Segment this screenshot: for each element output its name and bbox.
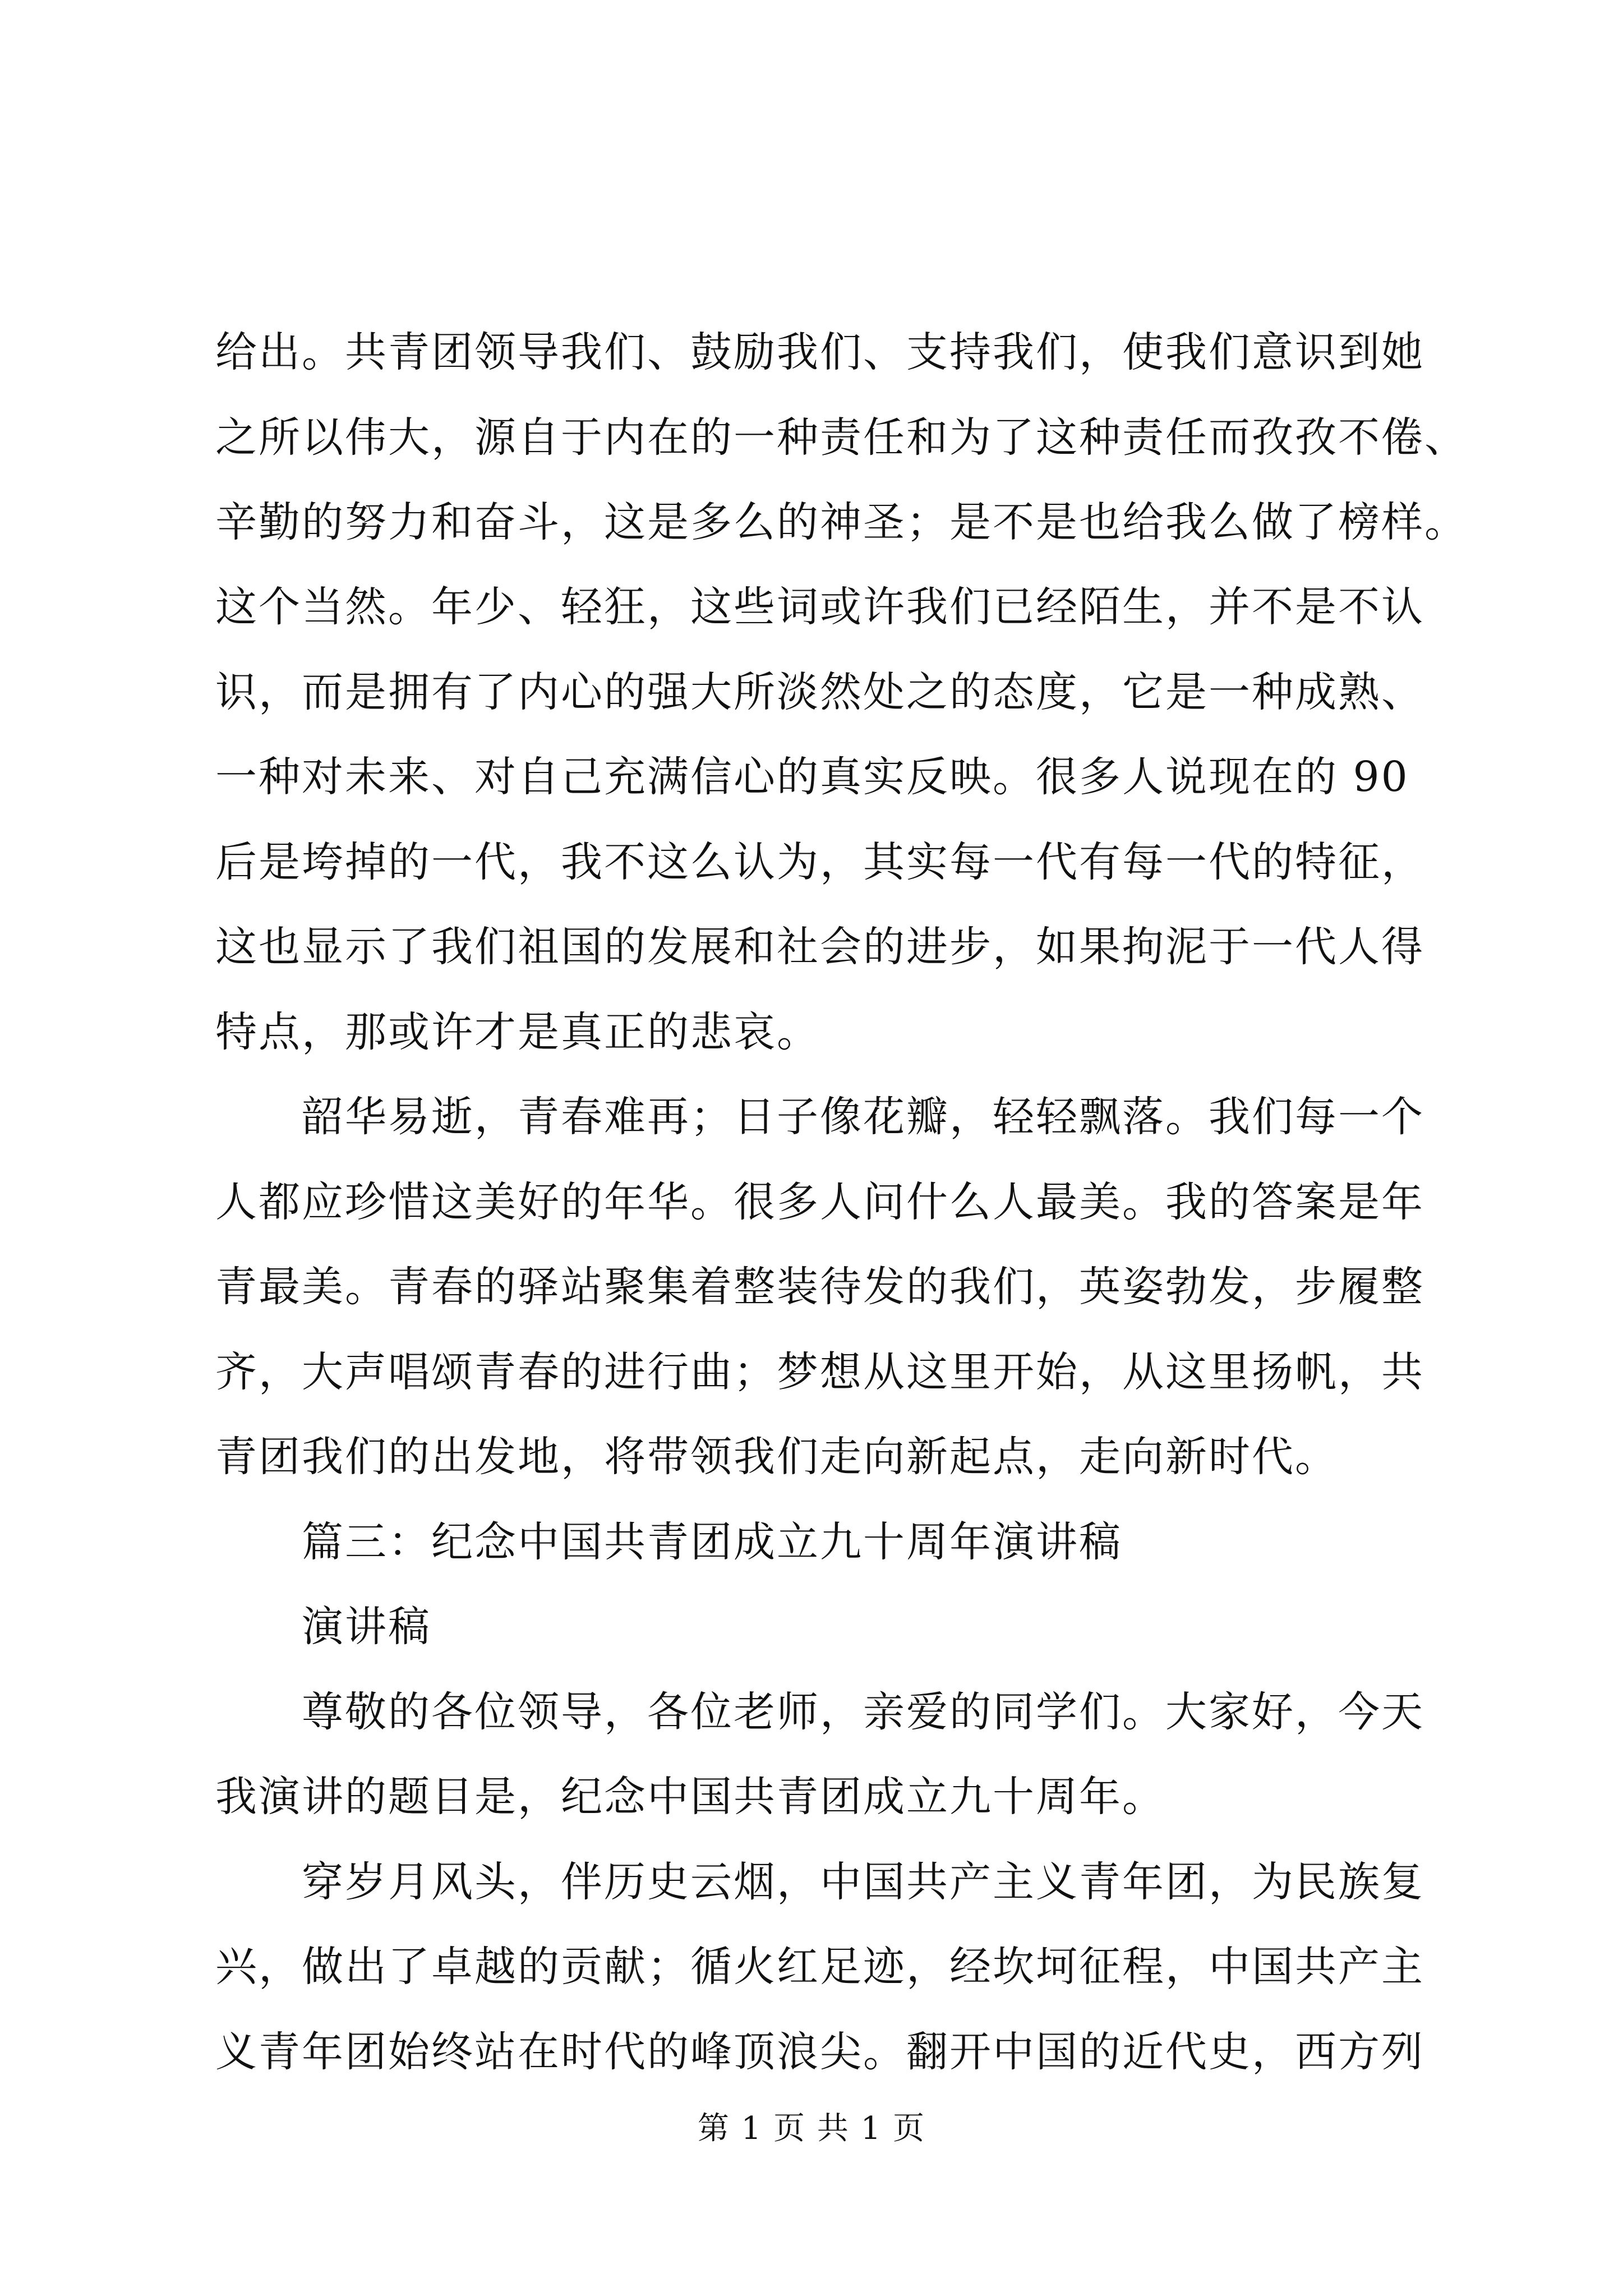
text-line: 韶华易逝，青春难再；日子像花瓣，轻轻飘落。我们每一个 <box>215 1093 1424 1141</box>
text-line: 辛勤的努力和奋斗，这是多么的神圣；是不是也给我么做了榜样。 <box>215 498 1468 546</box>
text-line: 特点，那或许才是真正的悲哀。 <box>215 1008 820 1056</box>
text-line: 之所以伟大，源自于内在的一种责任和为了这种责任而孜孜不倦、 <box>215 413 1468 462</box>
page-number-footer: 第 1 页 共 1 页 <box>697 2110 926 2147</box>
text-line: 人都应珍惜这美好的年华。很多人问什么人最美。我的答案是年 <box>215 1178 1424 1226</box>
subheading: 演讲稿 <box>215 1603 431 1651</box>
text-line: 给出。共青团领导我们、鼓励我们、支持我们，使我们意识到她 <box>215 328 1424 376</box>
text-line: 尊敬的各位领导，各位老师，亲爱的同学们。大家好，今天 <box>215 1688 1424 1736</box>
text-line: 青最美。青春的驿站聚集着整装待发的我们，英姿勃发，步履整 <box>215 1263 1424 1311</box>
text-line: 兴，做出了卓越的贡献；循火红足迹，经坎坷征程，中国共产主 <box>215 1943 1424 1991</box>
text-line: 齐，大声唱颂青春的进行曲；梦想从这里开始，从这里扬帆，共 <box>215 1348 1424 1396</box>
text-line: 后是垮掉的一代，我不这么认为，其实每一代有每一代的特征， <box>215 838 1424 886</box>
text-line: 我演讲的题目是，纪念中国共青团成立九十周年。 <box>215 1773 1165 1821</box>
text-line: 这也显示了我们祖国的发展和社会的进步，如果拘泥于一代人得 <box>215 923 1424 971</box>
text-line: 穿岁月风头，伴历史云烟，中国共产主义青年团，为民族复 <box>215 1858 1424 1906</box>
text-line: 一种对未来、对自己充满信心的真实反映。很多人说现在的 90 <box>215 753 1409 801</box>
section-heading: 篇三：纪念中国共青团成立九十周年演讲稿 <box>215 1518 1122 1566</box>
text-line: 青团我们的出发地，将带领我们走向新起点，走向新时代。 <box>215 1433 1338 1481</box>
text-line: 义青年团始终站在时代的峰顶浪尖。翻开中国的近代史，西方列 <box>215 2028 1424 2076</box>
text-line: 识，而是拥有了内心的强大所淡然处之的态度，它是一种成熟、 <box>215 668 1424 716</box>
text-line: 这个当然。年少、轻狂，这些词或许我们已经陌生，并不是不认 <box>215 583 1424 631</box>
